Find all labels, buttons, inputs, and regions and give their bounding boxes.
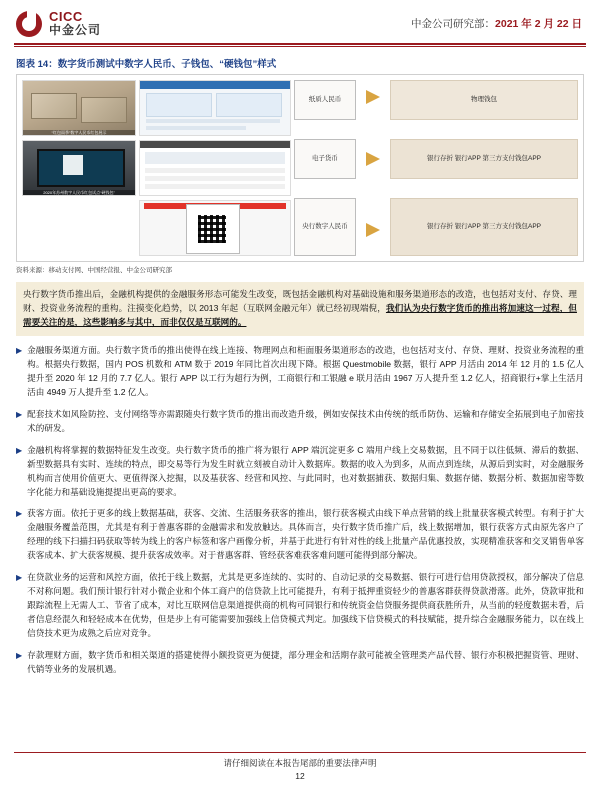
cicc-logo-icon bbox=[16, 11, 42, 37]
bullet-marker-icon: ▶ bbox=[16, 445, 23, 455]
screenshot-subwallet bbox=[139, 80, 291, 136]
bullet-item bbox=[16, 408, 584, 436]
legal-disclaimer: 请仔细阅读在本报告尾部的重要法律声明 bbox=[223, 758, 377, 768]
exhibit-source: 资料来源：移动支付网、中国经营报、中金公司研究部 bbox=[16, 267, 172, 275]
bullet-item bbox=[16, 344, 584, 400]
bullet-marker-icon: ▶ bbox=[16, 509, 23, 519]
bullet-item bbox=[16, 571, 584, 641]
bullet-item bbox=[16, 444, 584, 500]
header-divider bbox=[14, 43, 586, 45]
flow-target-dcep-apps: 银行存折 银行APP 第三方支付钱包APP bbox=[390, 198, 578, 256]
flow-source-emoney: 电子货币 bbox=[294, 139, 356, 179]
photo-caption-2: 2020年苏州数字人民币红包试点“硬钱包” bbox=[23, 190, 135, 195]
report-date: 2021 年 2 月 22 日 bbox=[495, 18, 582, 31]
exhibit-flow-diagram bbox=[294, 80, 578, 256]
photo-caption-1: “红包雨季”数字人民币红包展示 bbox=[23, 130, 135, 135]
bullet-marker-icon: ▶ bbox=[16, 409, 23, 419]
body-content bbox=[16, 344, 584, 676]
brand-name-en: CICC bbox=[49, 9, 83, 24]
footer-divider bbox=[14, 752, 586, 753]
arrow-icon-2 bbox=[359, 142, 387, 176]
page-header bbox=[0, 0, 600, 43]
bullet-item bbox=[16, 649, 584, 677]
exhibit-photo-column bbox=[22, 80, 134, 256]
brand-name-cn: 中金公司 bbox=[49, 22, 102, 37]
screenshot-wallet-list bbox=[139, 140, 291, 196]
bullet-text: 存款理财方面，数字货币和相关渠道的搭建使得小额投资更为便捷，部分理金和活期存款可能被全管理类产品代替、银行亦积极把握资管、理财、代销等业务的发展机遇。 bbox=[27, 649, 584, 674]
header-meta bbox=[411, 16, 582, 31]
highlight-text-1: 央行数字货币推出后，金融机构提供的金融服务形态可能发生改变，既包括金融机构对基础设施和服务渠道形态的改造，也包括对支付、存贷、理财、投资业务流程的重构。注 bbox=[23, 289, 577, 314]
flow-source-dcep: 央行数字人民币 bbox=[294, 198, 356, 256]
flow-source-cash: 纸质人民币 bbox=[294, 80, 356, 120]
page-number: 12 bbox=[295, 771, 305, 781]
flow-target-bank-apps: 银行存折 银行APP 第三方支付钱包APP bbox=[390, 139, 578, 179]
exhibit-14 bbox=[16, 56, 584, 274]
highlight-text-3: 我们认为央行数字货币的推出将加速这一过程，但需要关注的是，这些影响多与其中，而非仅仅是互联网的。 bbox=[23, 303, 577, 328]
highlight-paragraph bbox=[16, 282, 584, 336]
bullet-text: 金融服务渠道方面。央行数字货币的推出使得在线上连接、物理网点和柜面服务渠道形态的改造，也包括对支付、存贷、理财、投资业务流程的重构。根据央行数据，国内 POS 机数和 ATM 数于 2019 年同比首次出现下降。根据 Questmobile 数据，银行 APP 月活由 2014 年 12 月的 1.5 亿人提升至 2020 年 12 月的 7.7 亿人。银行 APP 以工行为超行为例，工商银行和工银融 e 联月活由 1967 万人提升至 1.2 亿人，招商银行+掌上生活月活由 4949 万人提升至 1.2 亿人。 bbox=[27, 345, 584, 397]
bullet-text: 金融机构将掌握的数据特征发生改变。央行数字货币的推广将为银行 APP 端沉淀更多 C 端用户线上交易数据，且不同于以往低频、滞后的数据、新型数据具有实时、连续的特点，即交易等行为发生时就立刻被自动计入数据库。数据的收入为到多，从而点到连续，从源后到实时，对金融服务机构而言使用价值更大、更值得深入挖掘，以及基获客、经营和风控、与此同时，也对数据捕获、数据归集、数据存储、数据分析、数据加密等数字化能力和基础设施提提出更高的要求。 bbox=[27, 444, 584, 497]
research-dept-label: 中金公司研究部： bbox=[411, 18, 496, 31]
header-divider-thin bbox=[14, 46, 586, 47]
exhibit-title: 图表 14：数字货币测试中数字人民币、子钱包、“硬钱包”样式 bbox=[16, 59, 277, 71]
highlight-text-2: 摸变化趋势，以 2013 年起（互联网金融元年）就已经初现端倪， bbox=[135, 303, 386, 314]
photo-hardware-wallet bbox=[22, 140, 136, 196]
exhibit-body bbox=[16, 74, 584, 262]
arrow-icon-1 bbox=[359, 80, 387, 114]
bullet-marker-icon: ▶ bbox=[16, 346, 23, 356]
bullet-text: 获客方面。依托于更多的线上数据基础，获客、交流、生活服务获客的推出，银行获客模式由线下单点营销的线上批量获客模式转型。有利于扩大金融服务覆盖范围，尤其是有利于普惠客群的金融需求和发放触达。具体而言，央行数字货币推广后，线上数据增加，银行获客方式由原先客户了经理的线下扫描扫码获取等转为线上的客户标签和客户画像分析，并基于此进行有针对性的线上批量产品优惠投放，实现精准获客和交叉销售单客获客成本、扩大获客规模、提升获客成效率。对于普惠客群、管经获客难获客难问题可能得到部分解决。 bbox=[27, 508, 584, 561]
page-footer bbox=[0, 752, 600, 781]
brand bbox=[16, 10, 101, 37]
bullet-marker-icon: ▶ bbox=[16, 650, 23, 660]
flow-arrows bbox=[359, 80, 387, 256]
arrow-icon-3 bbox=[359, 204, 387, 256]
bullet-text: 在贷款业务的运营和风控方面，依托于线上数据，尤其是更多连续的、实时的、自动记录的交易数据、银行可进行信用贷款授权，部分解决了信息不对称问题。我们预计银行针对小微企业和个体工商户的信贷款上比可能提升，有利于抵押重资轻少的普惠客群获得贷款滑落。此外，贷款审批和跟踪流程上无需人工、节省了成本，对比互联网信息渠道提供商的机构可同银行和传统资金信贷服务提供商获胜所升，从当前的轻度数据未看，后者信息经混久和轻轻成本在优势，但是步上有可能需要加强线上信贷模式判定。加强线下信贷模式的科技赋能，提升综合金融服务能力，以在线上信贷技术更为成熟之后应对竞争。 bbox=[27, 572, 584, 638]
screenshot-qr-pay bbox=[139, 200, 291, 256]
bullet-marker-icon: ▶ bbox=[16, 573, 23, 583]
photo-banknote bbox=[22, 80, 136, 136]
bullet-item bbox=[16, 507, 584, 563]
bullet-text: 配套技术如风险防控、支付网络等亦需跟随央行数字货币的推出而改造升级，例如安保技术由传统的纸币防伪、运输和存储安全拓展到电子加密技术的研发。 bbox=[27, 408, 584, 433]
flow-target-physical-wallet: 物理钱包 bbox=[390, 80, 578, 120]
exhibit-screenshot-column bbox=[139, 80, 289, 256]
